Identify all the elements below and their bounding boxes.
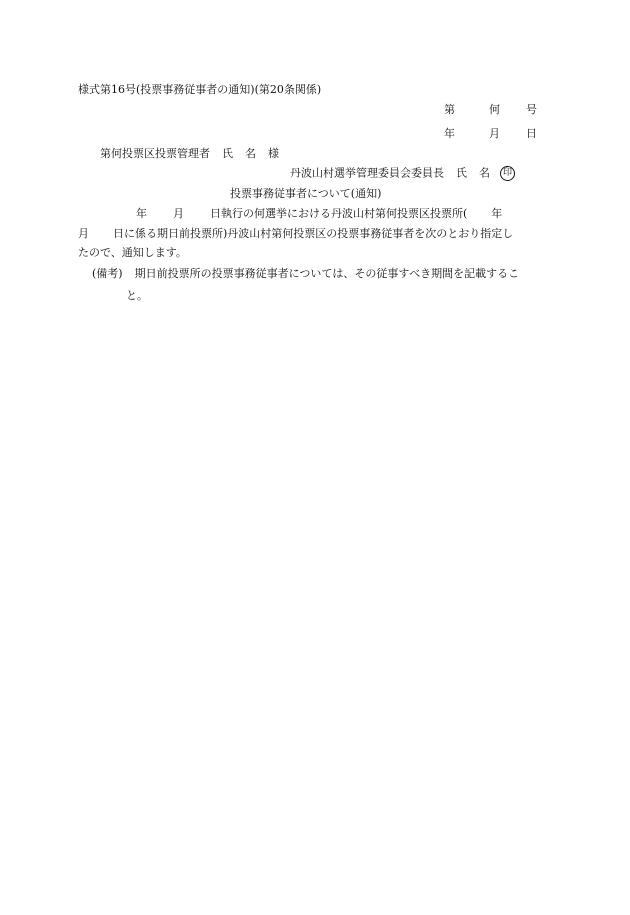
sender-mei: 名 — [479, 166, 490, 180]
body-line-1 — [136, 208, 502, 219]
form-title: 様式第16号(投票事務従事者の通知)(第20条関係) — [78, 83, 322, 96]
date-year: 年 — [444, 127, 455, 140]
date-day: 日 — [526, 127, 537, 140]
note-line-1 — [92, 268, 519, 279]
addressee-mei: 名 — [245, 147, 256, 160]
date-month: 月 — [489, 127, 500, 140]
note-label: (備考) — [92, 267, 123, 280]
document-number-line — [444, 104, 537, 115]
note-line-2: と。 — [126, 289, 148, 302]
number-dai: 第 — [444, 103, 455, 116]
number-go: 号 — [526, 103, 537, 116]
sender-shi: 氏 — [456, 166, 467, 180]
number-nan: 何 — [489, 103, 500, 116]
addressee-line — [100, 148, 279, 159]
seal-icon: 印 — [500, 166, 515, 181]
sender-title: 丹波山村選挙管理委員会委員長 — [290, 166, 444, 180]
body-line-2 — [78, 228, 513, 239]
addressee-title: 第何投票区投票管理者 — [100, 147, 210, 160]
body-line2-rest: 日に係る期日前投票所)丹波山村第何投票区の投票事務従事者を次のとおり指定し — [113, 227, 514, 240]
addressee-sama: 様 — [268, 147, 279, 160]
body-line2-month: 月 — [78, 227, 89, 240]
note-line1-text: 期日前投票所の投票事務従事者については、その従事すべき期間を記載するこ — [134, 267, 520, 280]
sender-line — [290, 166, 515, 181]
body-line1-year2: 年 — [491, 207, 503, 220]
notice-subject: 投票事務従事者について(通知) — [230, 187, 382, 200]
body-year: 年 — [136, 207, 147, 220]
body-line-3: たので、通知します。 — [78, 246, 187, 259]
addressee-shi: 氏 — [222, 147, 233, 160]
body-line1-rest: 日執行の何選挙における丹波山村第何投票区投票所( — [210, 207, 468, 220]
body-month: 月 — [173, 207, 184, 220]
document-date-line — [444, 128, 537, 139]
